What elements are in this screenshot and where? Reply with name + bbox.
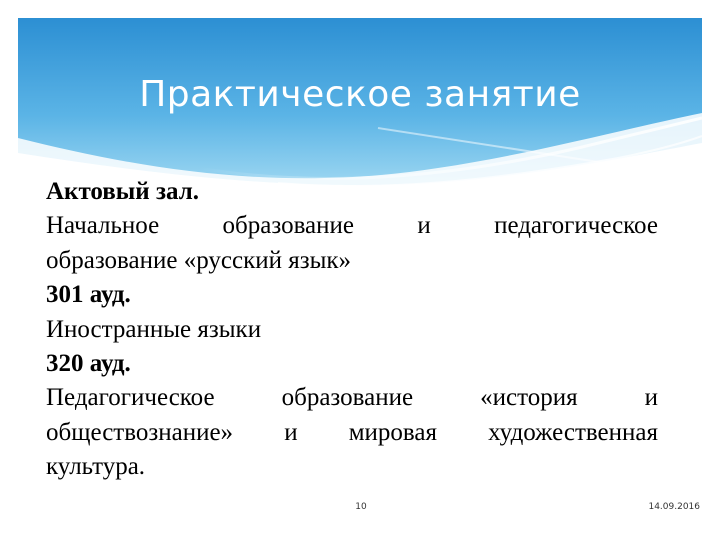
body-line-8-word-3: мировая [348,418,437,446]
slide-title: Практическое занятие [139,74,581,115]
body-line-8 [46,416,658,450]
body-line-3: образование «русский язык» [46,246,352,274]
body-line-2-word-3: и [417,212,431,240]
page-number: 10 [355,502,367,512]
body-line-1: Актовый зал. [46,178,200,205]
body-line-8-word-4: художественная [488,418,658,446]
body-line-2 [46,209,658,243]
slide-body [46,175,658,485]
body-line-4: 301 ауд. [46,281,131,309]
body-line-2-word-2: образование [222,212,355,240]
body-line-9: культура. [46,453,146,481]
body-line-5: Иностранные языки [46,315,262,343]
body-line-2-word-1: Начальное [46,212,160,240]
body-line-7-word-3: «история [480,384,578,412]
title-banner [18,18,702,196]
body-line-6: 320 ауд. [46,350,131,378]
slide-date: 14.09.2016 [648,502,700,512]
body-line-7-word-1: Педагогическое [46,384,215,412]
body-line-2-word-4: педагогическое [494,212,658,240]
body-line-8-word-2: и [284,418,298,446]
body-line-7-word-4: и [644,384,658,412]
body-line-8-word-1: обществознание» [46,418,234,446]
body-line-7-word-2: образование [281,384,414,412]
body-line-7 [46,381,658,415]
